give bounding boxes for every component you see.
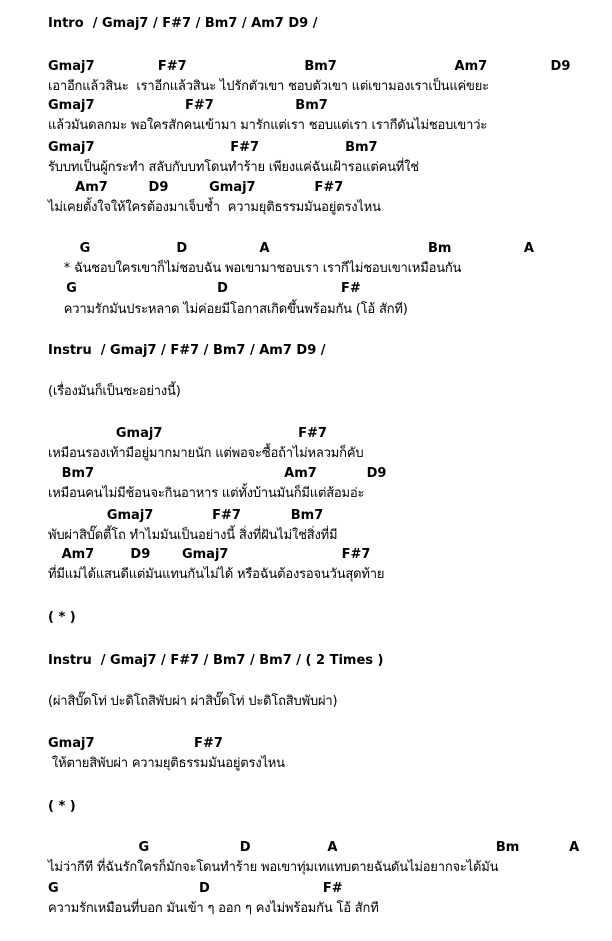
- section-label: Instru / Gmaj7 / F#7 / Bm7 / Bm7 / ( 2 Times ): [48, 653, 384, 668]
- chord-line: Am7 D9 Gmaj7 F#7: [48, 547, 371, 562]
- lyric-line: (เรื่องมันก็เป็นซะอย่างนี้): [48, 384, 181, 399]
- lyric-line: ไม่เคยตั้งใจให้ใครต้องมาเจ็บช้ำ ความยุติธรรมมันอยู่ตรงไหน: [48, 200, 381, 215]
- chord-line: G D F#: [48, 881, 343, 896]
- lyric-line: เหมือนรองเท้ามือยู่มากมายนัก แต่พอจะซื้อถ้าไม่หลวมก็คับ: [48, 446, 364, 461]
- chord-line: Gmaj7 F#7 Bm7: [48, 508, 324, 523]
- lyric-line: * ฉันชอบใครเขาก็ไม่ชอบฉัน พอเขามาชอบเรา เรากีไม่ชอบเขาเหมือนกัน: [48, 261, 462, 276]
- lyric-line: เอาอีกแล้วสินะ เราอีกแล้วสินะ ไปรักตัวเขา ชอบตัวเขา แต่เขามองเราเป็นแค่ขยะ: [48, 79, 489, 94]
- section-label: ( * ): [48, 799, 76, 814]
- lyric-line: ให้ตายสิพับผ่า ความยุติธรรมมันอยู่ตรงไหน: [48, 756, 285, 771]
- lyric-line: รับบทเป็นผู้กระทำ สลับกับบทโดนทำร้าย เพียงแค่ฉันเฝ้ารอแต่คนที่ใช่: [48, 160, 419, 175]
- lyric-line: ความรักมันประหลาด ไม่ค่อยมีโอกาสเกิดขึ้นพร้อมกัน (โอ้ สักที): [48, 302, 408, 317]
- chord-line: G D F#: [48, 281, 361, 296]
- chord-line: Am7 D9 Gmaj7 F#7: [48, 180, 344, 195]
- section-label: ( * ): [48, 610, 76, 625]
- section-label: Intro / Gmaj7 / F#7 / Bm7 / Am7 D9 /: [48, 16, 318, 31]
- lyric-line: ที่มีแม่ได้แสนดีแต่มันแทนกันไม่ได้ หรือฉันต้องรอจนวันสุดท้าย: [48, 567, 385, 582]
- lyric-line: ไม่ว่ากีที ที่ฉันรักใครก็มักจะโดนทำร้าย พอเขาทุ่มเทแทบตายฉันดันไม่อยากจะได้มัน: [48, 860, 499, 875]
- lyric-line: (ผ่าสิบั๊ดโท่ ปะดิโถสิพับผ่า ผ่าสิบั๊ดโท่ ปะดิโถสิบพับผ่า): [48, 694, 338, 709]
- section-label: Instru / Gmaj7 / F#7 / Bm7 / Am7 D9 /: [48, 343, 326, 358]
- chord-line: Gmaj7 F#7 Bm7: [48, 98, 328, 113]
- chord-line: Gmaj7 F#7: [48, 426, 327, 441]
- lyric-line: พับผ่าสิบั๊ดตี้โถ ทำไมมันเป็นอย่างนี้ สิ่งที่ฝันไม่ใช่สิ่งที่มี: [48, 528, 338, 543]
- lyric-line: เหมือนคนไม่มีช้อนจะกินอาหาร แต่ทั้งบ้านมันก็มีแต่ส้อมอ่ะ: [48, 486, 365, 501]
- chord-line: Gmaj7 F#7 Bm7: [48, 140, 378, 155]
- chord-line: Gmaj7 F#7 Bm7 Am7 D9: [48, 59, 571, 74]
- chord-line: Gmaj7 F#7: [48, 736, 223, 751]
- chord-line: G D A Bm A: [48, 840, 580, 855]
- lyric-line: แล้วมันดลกมะ พอใครสักคนเข้ามา มารักแต่เรา ชอบแต่เรา เรากีดันไม่ชอบเขาว่ะ: [48, 118, 488, 133]
- chord-line: Bm7 Am7 D9: [48, 466, 387, 481]
- lyric-line: ความรักเหมือนที่บอก มันเข้า ๆ ออก ๆ คงไม่พร้อมกัน โอ้ สักที: [48, 901, 379, 916]
- chord-line: G D A Bm A: [48, 241, 534, 256]
